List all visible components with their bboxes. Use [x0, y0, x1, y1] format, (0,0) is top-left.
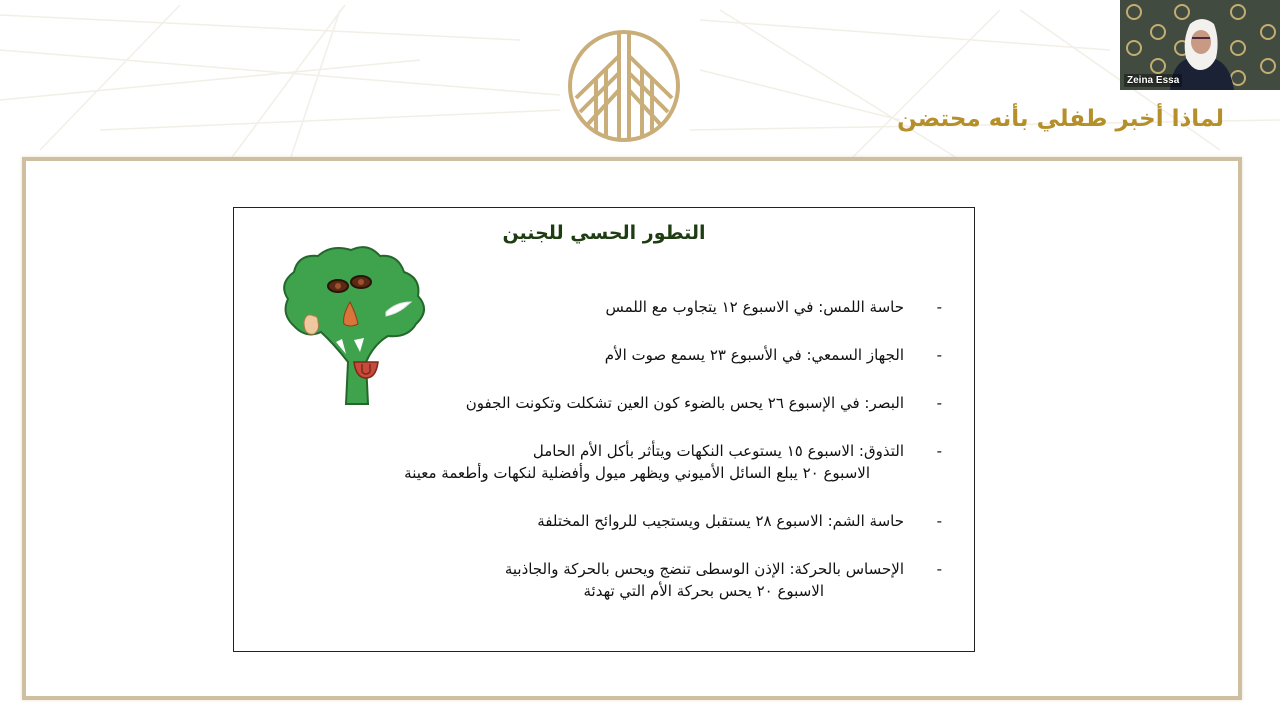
item-text: حاسة الشم: الاسبوع ٢٨ يستقبل ويستجيب للروائح المختلفة	[537, 512, 904, 530]
bullet-dash: -	[936, 346, 942, 364]
list-item	[404, 558, 942, 602]
content-title: التطور الحسي للجنين	[502, 222, 706, 244]
list-item	[404, 440, 942, 484]
item-text: الاسبوع ٢٠ يحس بحركة الأم التي تهدئة	[583, 582, 824, 600]
participant-name: Zeina Essa	[1124, 74, 1182, 87]
slide-title: لماذا أخبر طفلي بأنه محتضن	[897, 106, 1224, 132]
bullet-dash: -	[936, 298, 942, 316]
list-item	[404, 344, 942, 366]
item-text: البصر: في الإسبوع ٢٦ يحس بالضوء كون العين تشكلت وتكونت الجفون	[465, 394, 904, 412]
list-item	[404, 510, 942, 532]
item-text: حاسة اللمس: في الاسبوع ١٢ يتجاوب مع اللمس	[605, 298, 904, 316]
item-text: الجهاز السمعي: في الأسبوع ٢٣ يسمع صوت الأم	[604, 346, 904, 364]
tree-circle-logo-icon	[566, 28, 682, 144]
bullet-dash: -	[936, 560, 942, 578]
list-item	[404, 392, 942, 414]
bullet-dash: -	[936, 394, 942, 412]
participant-video-tile[interactable]	[1120, 0, 1280, 90]
bullet-dash: -	[936, 442, 942, 460]
item-text: الاسبوع ٢٠ يبلع السائل الأميوني ويظهر ميول وأفضلية لنكهات وأطعمة معينة	[404, 464, 870, 482]
bullet-dash: -	[936, 512, 942, 530]
item-text: الإحساس بالحركة: الإذن الوسطى تنضج ويحس بالحركة والجاذبية	[504, 560, 904, 578]
list-item	[404, 296, 942, 318]
content-box	[233, 207, 975, 652]
sense-list	[404, 296, 942, 602]
item-text: التذوق: الاسبوع ١٥ يستوعب النكهات ويتأثر بأكل الأم الحامل	[532, 442, 904, 460]
